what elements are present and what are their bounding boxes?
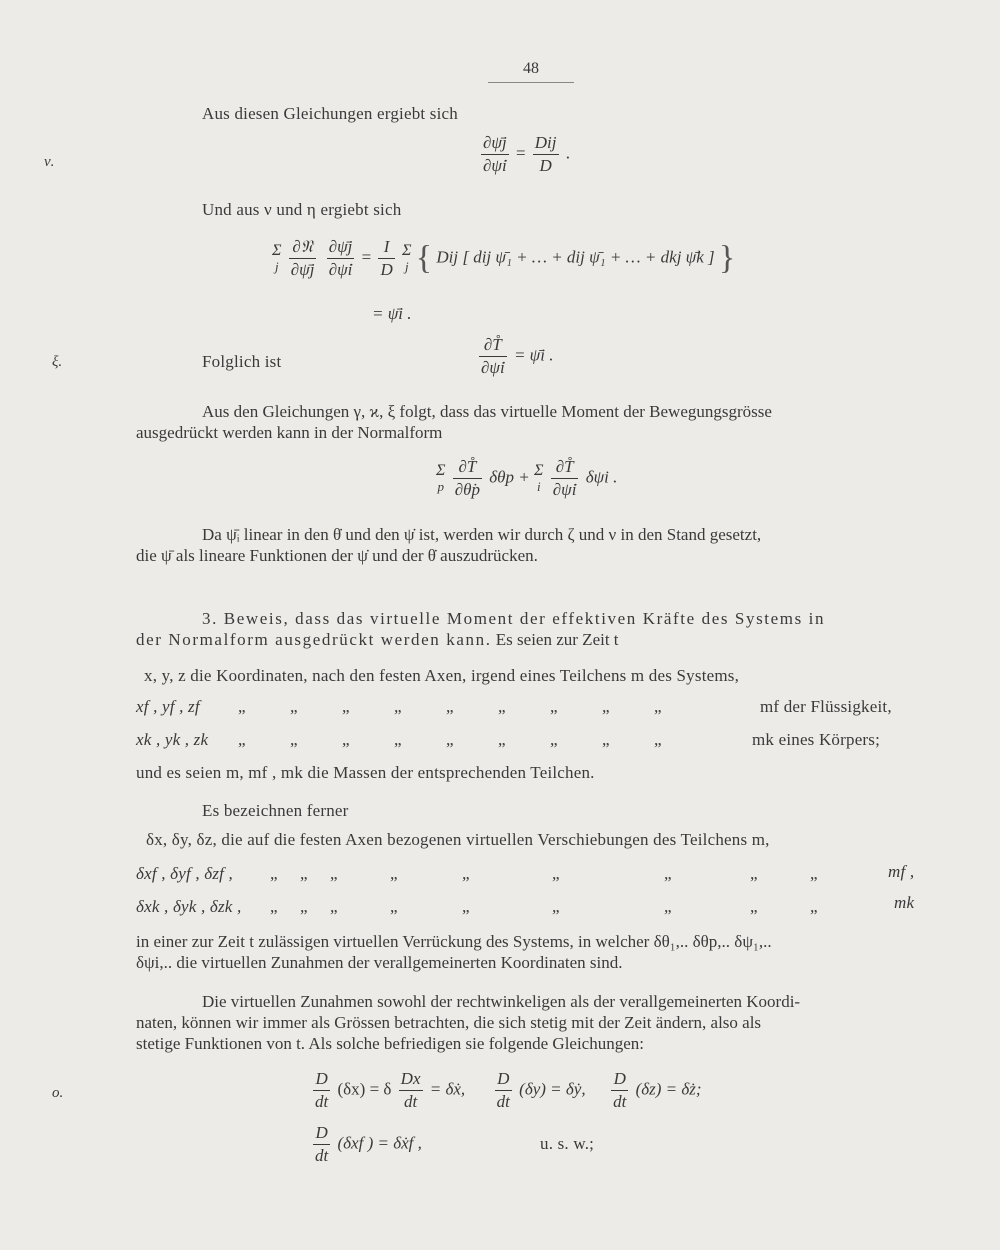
equation-6: $\frac{D}{dt}$ (δx) = δ $\frac{Dx}{dt}$ = δẋ, $\frac{D}{dt}$ (δy) = δẏ, $\frac{D}{dt}$ (δz) = δż; bbox=[315, 1069, 702, 1111]
text-line: x, y, z die Koordinaten, nach den festen Axen, irgend eines Teilchens m des Systems, bbox=[144, 666, 740, 685]
text-line: Folglich ist bbox=[202, 352, 282, 371]
paragraph: Da ψ̄ᵢ linear in den θ̇ und den ψ̇ ist, werden wir durch ζ und ν in den Stand gesetzt, die ψ̄ als lineare Funktionen der ψ̇ und der θ̇ auszudrücken. bbox=[136, 525, 762, 565]
variable-list: xf , yf , zf bbox=[136, 697, 200, 716]
text-line: δx, δy, δz, die auf die festen Axen bezogenen virtuellen Verschiebungen des Teilchens m, bbox=[146, 830, 770, 849]
paragraph: Aus den Gleichungen γ, ϰ, ξ folgt, dass das virtuelle Moment der Bewegungsgrösse ausgedrückt werden kann in der Normalform bbox=[136, 402, 772, 442]
text-line: Aus diesen Gleichungen ergiebt sich bbox=[202, 104, 458, 123]
text-line: Es bezeichnen ferner bbox=[202, 801, 349, 820]
text-line: Und aus ν und η ergiebt sich bbox=[202, 200, 402, 219]
margin-label-nu: ν. bbox=[44, 154, 55, 170]
text-line: mk bbox=[894, 893, 915, 912]
ditto-row: „ „ „ „ „ „ „ „ „ bbox=[238, 697, 662, 716]
variable-list: δxf , δyf , δzf , bbox=[136, 864, 233, 883]
text-line: mf , bbox=[888, 862, 915, 881]
paragraph: Die virtuellen Zunahmen sowohl der rechtwinkeligen als der verallgemeinerten Koordi- naten, können wir immer als Grössen betrachten, die sich stetig mit der Zeit ändern, also als stetige Funktionen von t. Als solche befriedigen sie folgende Gleichungen: bbox=[136, 992, 801, 1053]
equation-2: Σ j $\frac{\text{∂𝔑}}{\partial\psīj}$ $\frac{\partial\psīj}{\partial\psi̇i}$ = $\frac{I}{D}$ Σ j { Dij [ dij ψ̄₁ + … + dij ψ̄₁ + … + dkj ψ̄k ] } bbox=[272, 237, 736, 279]
ditto-row: „ „ „ „ „ „ „ „ „ bbox=[270, 897, 818, 916]
equation-5: Σ p $\frac{\partial T̊}{\partial\thetȧp}$ δθp + Σ i $\frac{\partial T̊}{\partial\psi̇i}$ δψi . bbox=[436, 457, 618, 499]
paragraph: in einer zur Zeit t zulässigen virtuellen Verrückung des Systems, in welcher δθ₁,.. δθp,.. δψ₁,.. δψi,.. die virtuellen Zunahmen der verallgemeinerten Koordinaten sind. bbox=[136, 932, 772, 972]
variable-list: xk , yk , zk bbox=[136, 730, 209, 749]
equation-1: $\frac{\partial\psīj}{\partial\psi̇i}$ = $\frac{\text{Dij}}{D}$ . bbox=[483, 133, 571, 175]
text-line: mk eines Körpers; bbox=[752, 730, 881, 749]
ditto-row: „ „ „ „ „ „ „ „ „ bbox=[238, 730, 662, 749]
page-number: 48 bbox=[488, 60, 574, 83]
text-line: und es seien m, mf , mk die Massen der entsprechenden Teilchen. bbox=[136, 763, 595, 782]
text-line: mf der Flüssigkeit, bbox=[760, 697, 892, 716]
variable-list: δxk , δyk , δzk , bbox=[136, 897, 242, 916]
margin-label-xi: ξ. bbox=[52, 354, 63, 370]
equation-2b: = ψ̄i . bbox=[372, 304, 412, 323]
equation-4: $\frac{\partial T̊}{\partial\psi̇i}$ = ψ̄i . bbox=[481, 335, 554, 377]
margin-label-o: o. bbox=[52, 1085, 64, 1101]
fraction: $\frac{\partial\psīj}{\partial\psi̇i}$ bbox=[483, 133, 507, 175]
section-heading: 3. Beweis, dass das virtuelle Moment der effektiven Kräfte des Systems in der Normalform ausgedrückt werden kann. Es seien zur Zeit t bbox=[136, 609, 826, 649]
text-line: u. s. w.; bbox=[540, 1134, 595, 1153]
fraction: $\frac{\text{Dij}}{D}$ bbox=[534, 133, 557, 175]
equation-7: $\frac{D}{dt}$ (δxf ) = δẋf , bbox=[315, 1123, 422, 1165]
ditto-row: „ „ „ „ „ „ „ „ „ bbox=[270, 864, 818, 883]
